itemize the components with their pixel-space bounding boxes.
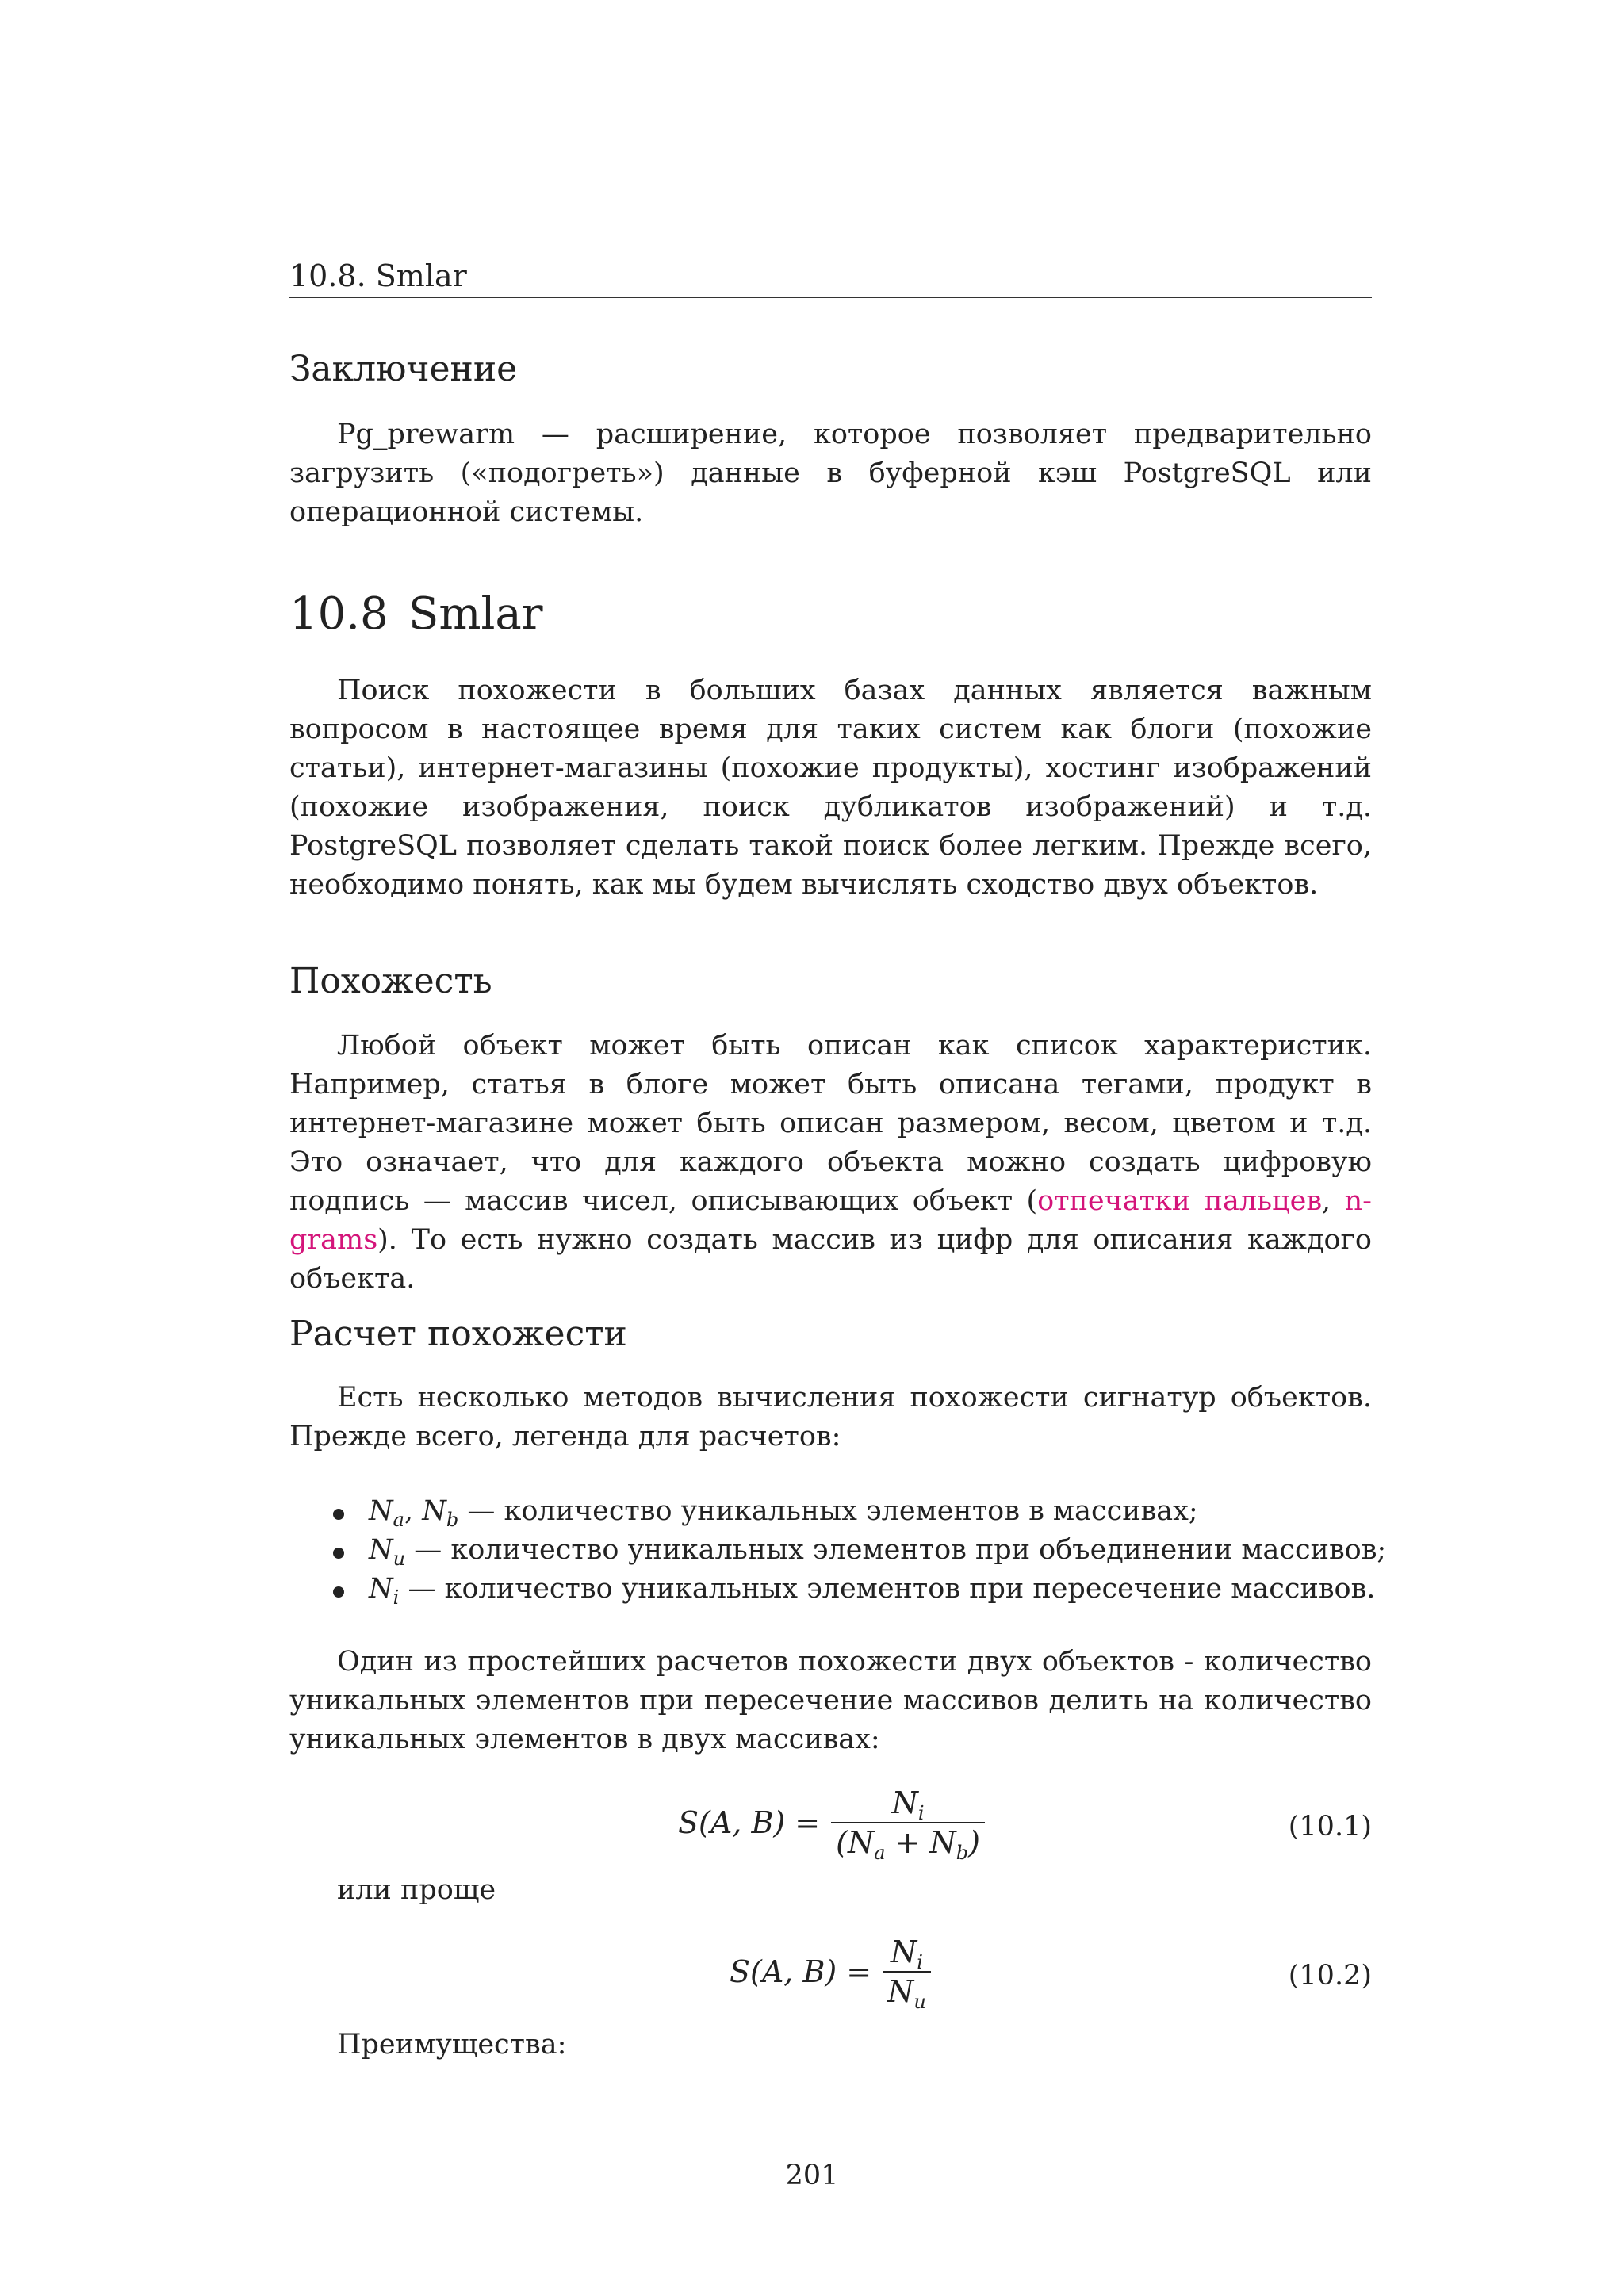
- symbol-nu: $N_u$: [369, 1534, 406, 1570]
- bullet-icon: [333, 1548, 344, 1559]
- section-heading: [289, 587, 543, 642]
- link-separator: ,: [1322, 1185, 1345, 1217]
- calculation-intro-text: Есть несколько методов вычисления похожести сигнатур объектов. Прежде всего, легенда для расчетов:: [289, 1382, 1372, 1452]
- fingerprints-link[interactable]: отпечатки пальцев: [1037, 1185, 1323, 1217]
- legend-desc: — количество уникальных элементов при объединении массивов;: [405, 1534, 1387, 1566]
- fraction-numerator: $N_i$: [891, 1934, 923, 1973]
- symbol-separator: ,: [404, 1495, 423, 1527]
- symbol-na: $N_a$: [369, 1495, 404, 1531]
- section-number: 10.8: [289, 588, 389, 640]
- fraction: [883, 1933, 931, 2011]
- or-simpler-text: или проще: [337, 1874, 496, 1906]
- fraction-numerator: $N_i$: [891, 1785, 925, 1824]
- fraction: [831, 1784, 985, 1862]
- conclusion-paragraph: [289, 415, 1372, 532]
- similarity-text-before: Любой объект может быть описан как список характеристик. Например, статья в блоге может быть описана тегами, продукт в интернет-магазине может быть описан размером, весом, цветом и т.д. Это означает, что для каждого объекта можно создать цифровую подпись — массив чисел, описывающих объект (: [289, 1030, 1372, 1217]
- calculation-paragraph: [289, 1643, 1372, 1759]
- page-number: 201: [785, 2160, 839, 2191]
- legend-desc: — количество уникальных элементов в массивах;: [458, 1495, 1198, 1527]
- bullet-icon: [333, 1586, 344, 1598]
- calculation-intro: [289, 1379, 1372, 1456]
- equation-lhs: S(A, B) =: [730, 1954, 872, 1989]
- legend-item: [289, 1570, 1400, 1609]
- calculation-paragraph-text: Один из простейших расчетов похожести двух объектов - количество уникальных элементов при пересечение массивов делить на количество уникальных элементов в двух массивах:: [289, 1646, 1372, 1755]
- ngrams-link[interactable]: n-grams: [289, 1185, 1372, 1256]
- section-intro-text: Поиск похожести в больших базах данных является важным вопросом в настоящее время для таких систем как блоги (похожие статьи), интернет-магазины (похожие продукты), хостинг изображений (похожие изображения, поиск дубликатов изображений) и т.д. PostgreSQL позволяет сделать такой поиск более легким. Прежде всего, необходимо понять, как мы будем вычислять сходство двух объектов.: [289, 675, 1372, 901]
- symbol-ni: $N_i$: [369, 1573, 400, 1609]
- similarity-text-after: ). То есть нужно создать массив из цифр для описания каждого объекта.: [289, 1224, 1372, 1295]
- running-head: 10.8. Smlar: [289, 258, 467, 293]
- advantages-label: Преимущества:: [337, 2029, 567, 2061]
- symbol-nb: $N_b$: [422, 1495, 459, 1531]
- fraction-denominator: $N_u$: [887, 1974, 926, 2013]
- equation-10-2: [730, 1933, 931, 2011]
- equation-lhs: S(A, B) =: [678, 1805, 821, 1840]
- similarity-heading: Похожесть: [289, 961, 492, 1001]
- equation-label-10-1: (10.1): [1288, 1811, 1372, 1843]
- legend-list: [289, 1492, 1400, 1609]
- fraction-denominator: $(N_a + N_b)$: [836, 1825, 980, 1864]
- legend-item: [289, 1531, 1400, 1570]
- section-title: Smlar: [408, 588, 543, 640]
- bullet-icon: [333, 1509, 344, 1520]
- equation-label-10-2: (10.2): [1288, 1960, 1372, 1992]
- legend-item: [289, 1492, 1400, 1531]
- conclusion-text: Pg_prewarm — расширение, которое позволяет предварительно загрузить («подогреть») данные в буферной кэш PostgreSQL или операционной системы.: [289, 419, 1372, 528]
- calculation-heading: Расчет похожести: [289, 1314, 627, 1354]
- section-intro: [289, 672, 1372, 905]
- equation-10-1: [678, 1784, 985, 1862]
- legend-desc: — количество уникальных элементов при пересечение массивов.: [399, 1573, 1376, 1605]
- header-rule: [289, 297, 1372, 298]
- similarity-paragraph: [289, 1027, 1372, 1299]
- conclusion-heading: Заключение: [289, 349, 518, 389]
